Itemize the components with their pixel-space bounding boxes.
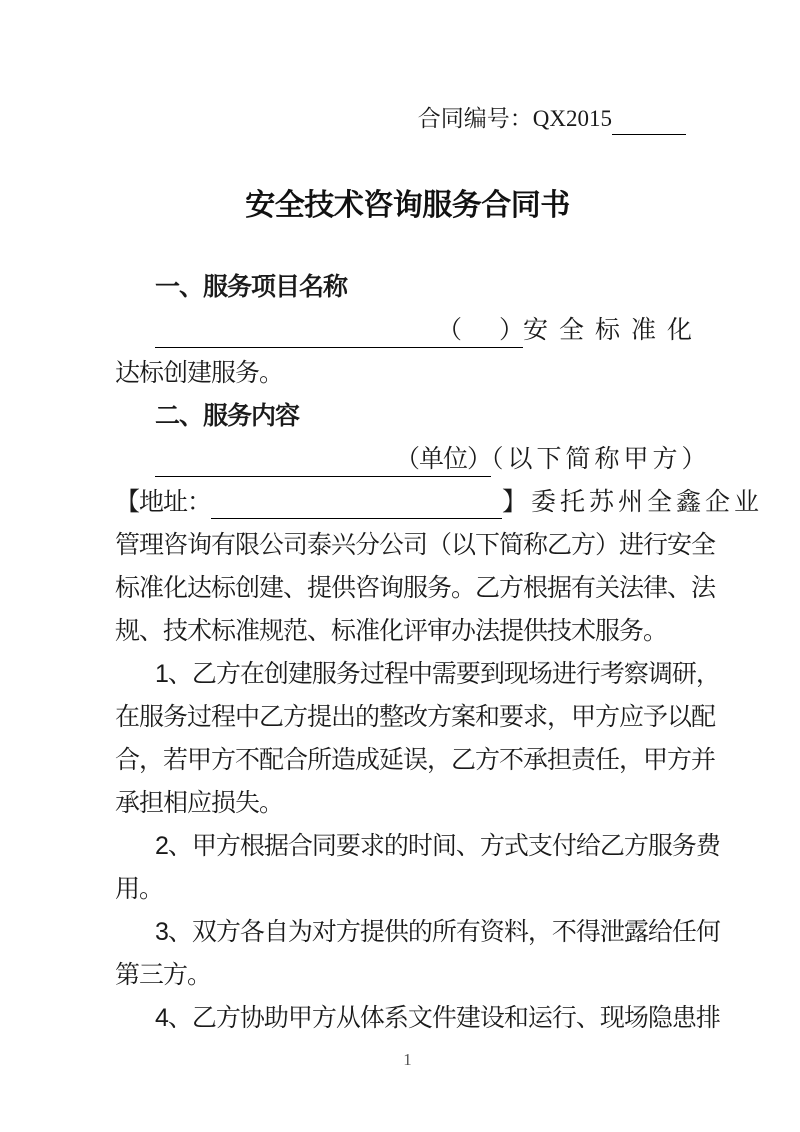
item1-line: 1、乙方在创建服务过程中需要到现场进行考察调研， bbox=[155, 660, 720, 688]
close-paren: ） bbox=[499, 316, 524, 344]
paren-blank bbox=[461, 337, 499, 338]
fill-in-underline bbox=[155, 445, 491, 477]
open-paren: （ bbox=[437, 316, 462, 344]
contract-number-code: QX2015 bbox=[532, 106, 612, 131]
unit-label: （单位） bbox=[395, 445, 492, 473]
item1-line: 合，若甲方不配合所造成延误，乙方不承担责任，甲方并 bbox=[115, 746, 716, 774]
item1-line: 在服务过程中乙方提出的整改方案和要求，甲方应予以配 bbox=[115, 703, 716, 731]
document-title: 安全技术咨询服务合同书 bbox=[245, 189, 570, 222]
section2-heading: 二、服务内容 bbox=[155, 402, 300, 430]
address-line bbox=[115, 481, 764, 524]
party-a-blank-line bbox=[115, 438, 711, 481]
item3-line: 3、双方各自为对方提供的所有资料，不得泄露给任何 bbox=[155, 918, 720, 946]
party-a-label: （以下简称甲方） bbox=[491, 445, 711, 473]
address-post-text: 】委托苏州全鑫企业 bbox=[502, 488, 764, 516]
address-blank bbox=[211, 511, 502, 519]
document-body bbox=[115, 266, 764, 1040]
service-name-text: 安全标准化 bbox=[523, 316, 704, 344]
section1-heading: 一、服务项目名称 bbox=[155, 273, 348, 301]
fill-blank bbox=[155, 466, 395, 467]
item2-line: 2、甲方根据合同要求的时间、方式支付给乙方服务费 bbox=[155, 832, 720, 860]
service-name-blank-line bbox=[115, 309, 704, 352]
body-line: 达标创建服务。 bbox=[115, 359, 284, 387]
item4-line: 4、乙方协助甲方从体系文件建设和运行、现场隐患排 bbox=[155, 1004, 720, 1032]
fill-in-underline bbox=[155, 316, 523, 348]
body-line: 管理咨询有限公司泰兴分公司（以下简称乙方）进行安全 bbox=[115, 531, 716, 559]
contract-number-blank bbox=[612, 127, 686, 135]
item1-line: 承担相应损失。 bbox=[115, 789, 284, 817]
item2-line: 用。 bbox=[115, 875, 164, 903]
page-number: 1 bbox=[403, 1050, 412, 1069]
item3-line: 第三方。 bbox=[115, 961, 212, 989]
contract-number-line bbox=[115, 103, 700, 135]
address-label: 【地址： bbox=[115, 488, 212, 516]
body-line: 标准化达标创建、提供咨询服务。乙方根据有关法律、法 bbox=[115, 574, 716, 602]
fill-blank bbox=[155, 337, 437, 338]
body-line: 规、技术标准规范、标准化评审办法提供技术服务。 bbox=[115, 617, 668, 645]
contract-number-label: 合同编号： bbox=[417, 106, 533, 131]
